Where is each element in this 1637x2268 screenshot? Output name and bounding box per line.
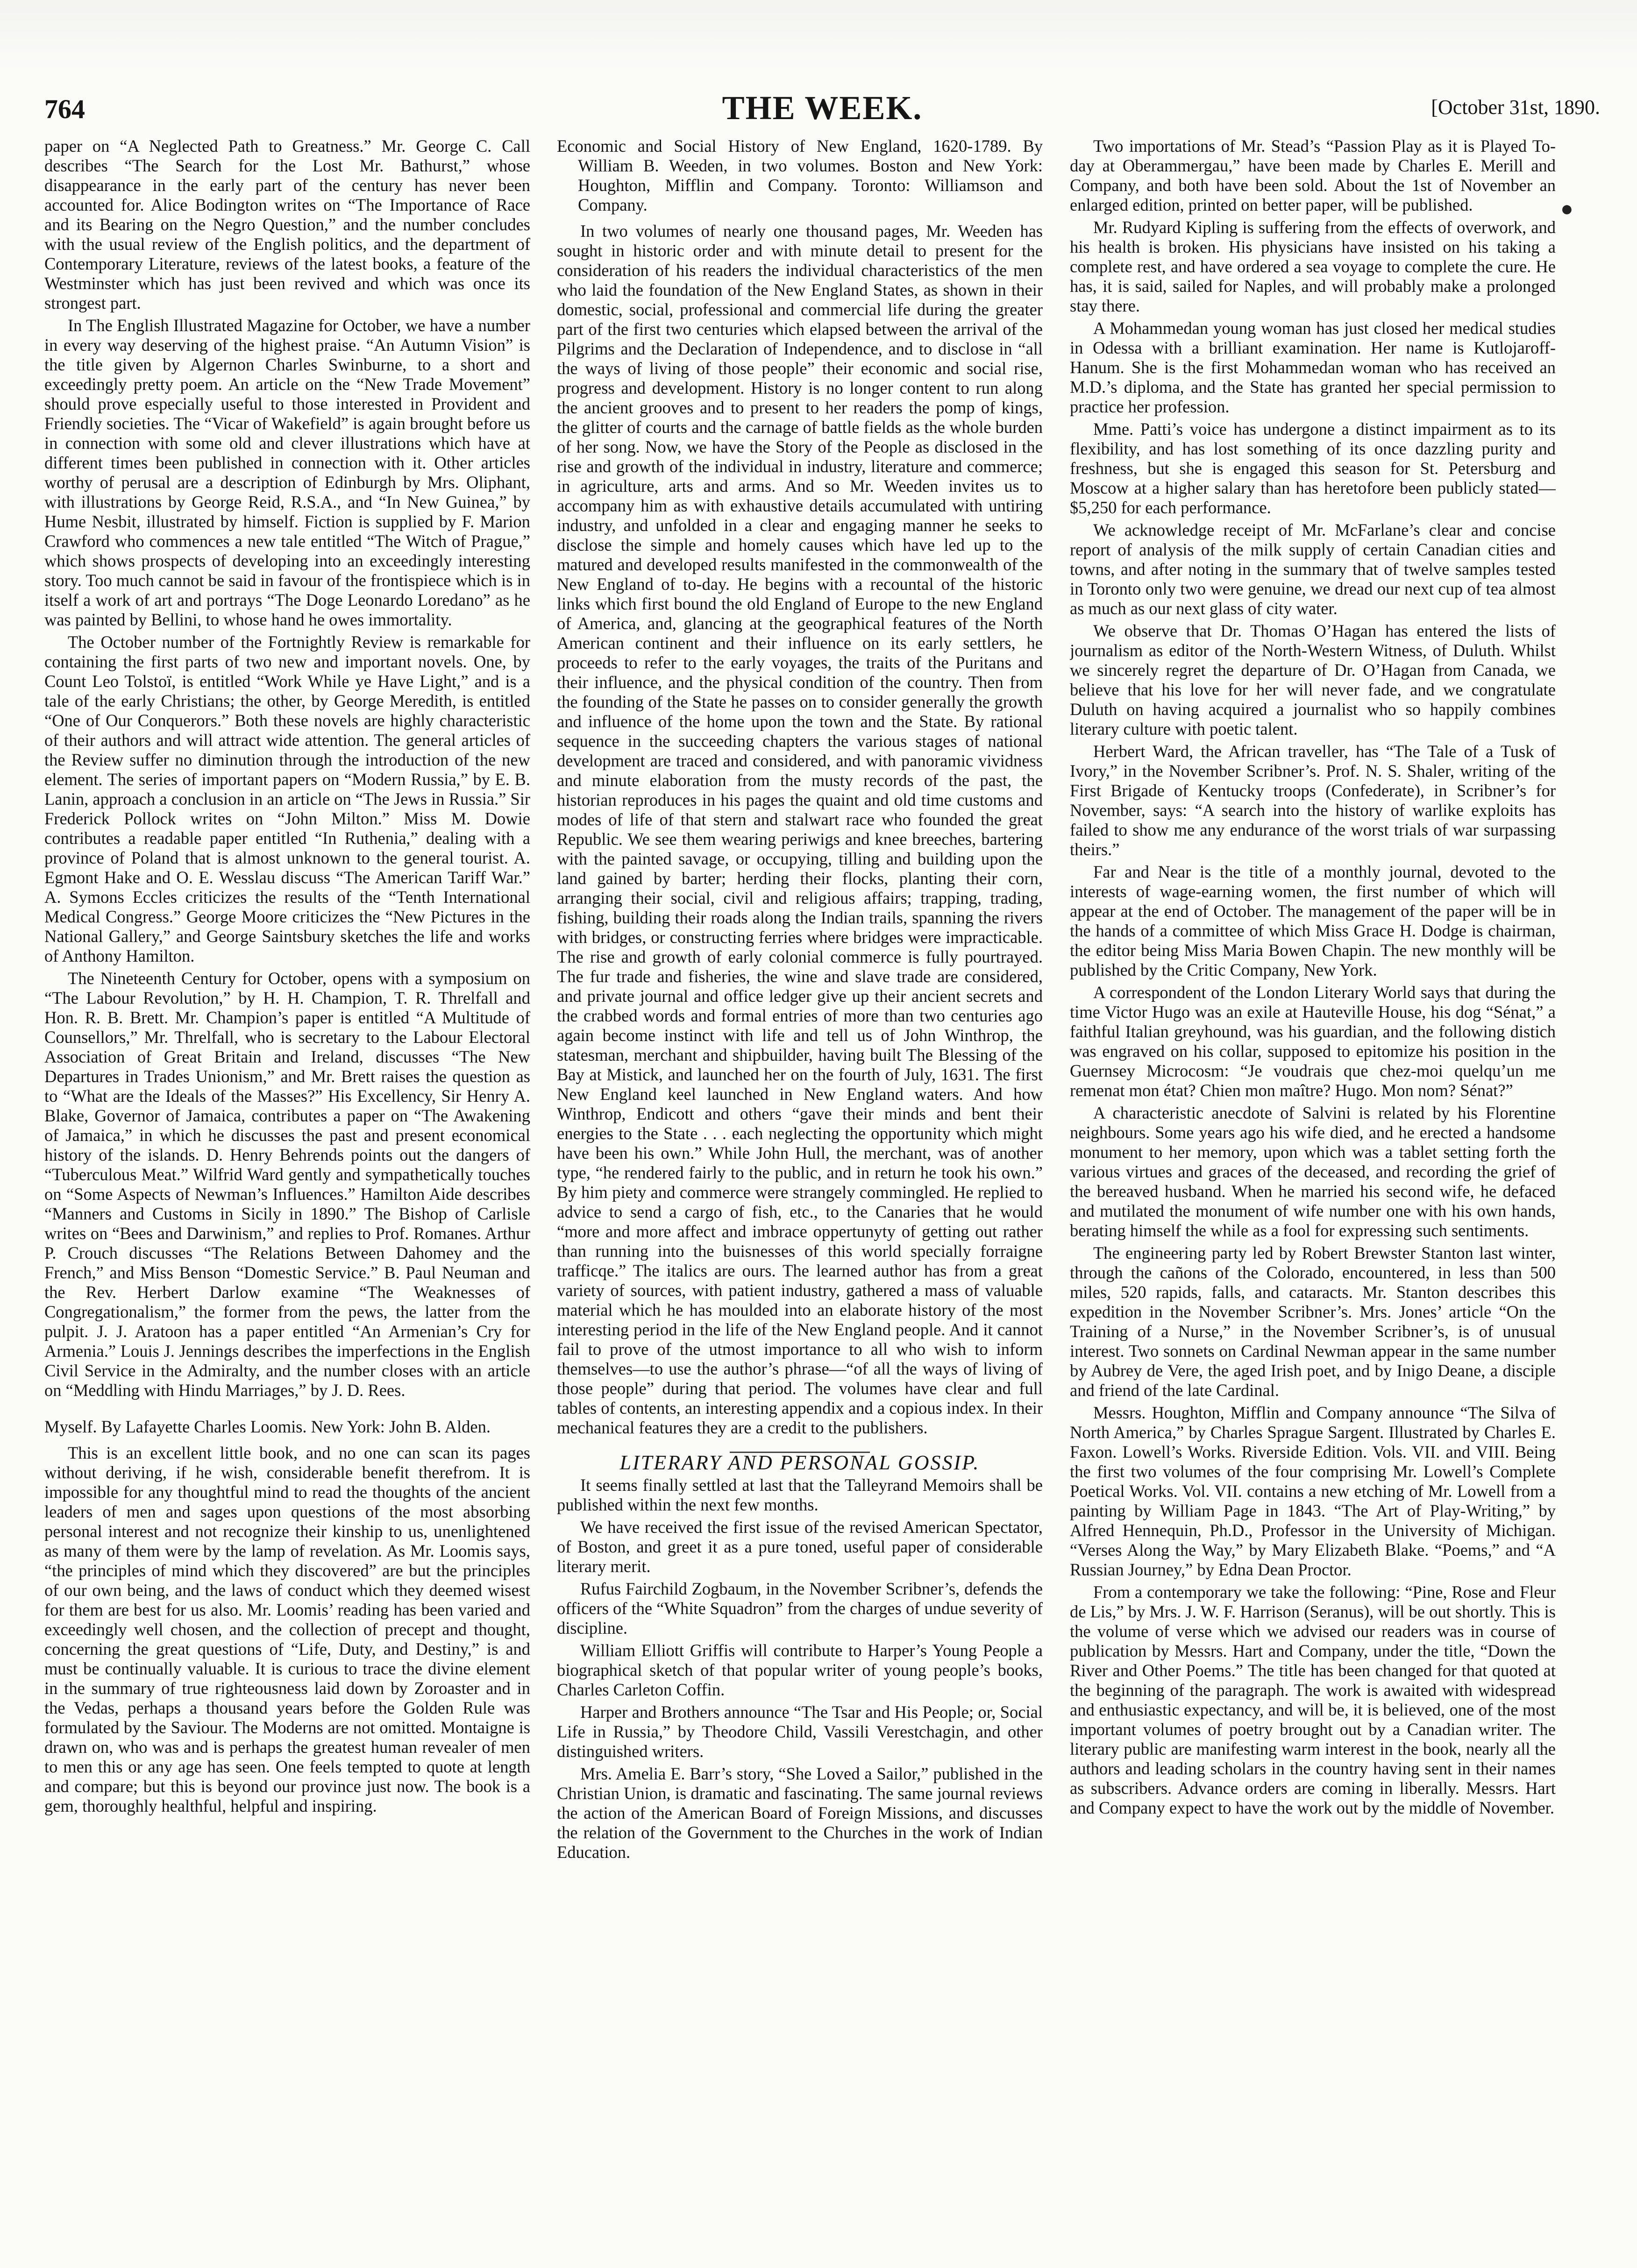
paragraph: It seems finally settled at last that the Talleyrand Memoirs shall be published within the next few months.	[557, 1475, 1043, 1514]
paragraph: A correspondent of the London Literary World says that during the time Victor Hugo was an exile at Hauteville House, his dog “Sénat,” a faithful Italian greyhound, was his guardian, and the following distich was engraved on his collar, supposed to epitomize his position in the Guernsey Microcosm: “Je voudrais que chez-moi quelqu’un me remenat mon état? Chien mon maître? Hugo. Mon nom? Sénat?”	[1070, 983, 1556, 1100]
paragraph: The Nineteenth Century for October, opens with a symposium on “The Labour Revolution,” by H. H. Champion, T. R. Threlfall and Hon. R. B. Brett. Mr. Champion’s paper is entitled “A Multitude of Counsellors,” Mr. Threlfall, who is secretary to the Labour Electoral Association of Great Britain and Ireland, discusses “The New Departures in Trades Unionism,” and Mr. Brett raises the question as to “What are the Ideals of the Masses?” His Excellency, Sir Henry A. Blake, Governor of Jamaica, contributes a paper on “The Awakening of Jamaica,” in which he discusses the past and present economical history of the islands. D. Henry Behrends points out the dangers of “Tuberculous Meat.” Wilfrid Ward gently and sympathetically touches on “Some Aspects of Newman’s Influences.” Hamilton Aide describes “Manners and Customs in Sicily in 1890.” The Bishop of Carlisle writes on “Bees and Darwinism,” and replies to Prof. Romanes. Arthur P. Crouch discusses “The Relations Between Dahomey and the French,” and Miss Benson “Domestic Service.” B. Paul Neuman and the Rev. Herbert Darlow examine “The Weaknesses of Congregationalism,” the former from the pews, the latter from the pulpit. J. J. Aratoon has a paper entitled “An Armenian’s Cry for Armenia.” Louis J. Jennings describes the imperfections in the English Civil Service in the Admiralty, and the number closes with an article on “Meddling with Hindu Marriages,” by J. D. Rees.	[44, 969, 530, 1400]
column-1	[44, 136, 530, 2229]
paragraph: Two importations of Mr. Stead’s “Passion Play as it is Played To-day at Oberammergau,” have been made by Charles E. Merill and Company, and both have been sold. About the 1st of November an enlarged edition, printed on better paper, will be published.	[1070, 136, 1556, 214]
paragraph: A Mohammedan young woman has just closed her medical studies in Odessa with a brilliant examination. Her name is Kutlojaroff-Hanum. She is the first Mohammedan woman who has received an M.D.’s diploma, and the State has granted her special permission to practice her profession.	[1070, 319, 1556, 416]
paragraph: Herbert Ward, the African traveller, has “The Tale of a Tusk of Ivory,” in the November Scribner’s. Prof. N. S. Shaler, writing of the First Brigade of Kentucky troops (Confederate), in Scribner’s for November, says: “A search into the history of warlike exploits has failed to show me any endurance of the worst trials of war surpassing theirs.”	[1070, 742, 1556, 859]
paragraph: We acknowledge receipt of Mr. McFarlane’s clear and concise report of analysis of the milk supply of certain Canadian cities and towns, and after noting in the summary that of twelve samples tested in Toronto only two were genuine, we dread our next cup of tea almost as much as our next glass of city water.	[1070, 520, 1556, 618]
paragraph: We observe that Dr. Thomas O’Hagan has entered the lists of journalism as editor of the North-Western Witness, of Duluth. Whilst we sincerely regret the departure of Dr. O’Hagan from Canada, we believe that his love for her will never fade, and we congratulate Duluth on having acquired a journalist who so happily combines literary culture with poetic talent.	[1070, 621, 1556, 738]
masthead-title: THE WEEK.	[722, 89, 923, 127]
paragraph: Mrs. Amelia E. Barr’s story, “She Loved a Sailor,” published in the Christian Union, is dramatic and fascinating. The same journal reviews the action of the American Board of Foreign Missions, and discusses the relation of the Government to the Churches in the work of Indian Education.	[557, 1764, 1043, 1862]
paragraph: Rufus Fairchild Zogbaum, in the November Scribner’s, defends the officers of the “White Squadron” from the charges of undue severity of discipline.	[557, 1579, 1043, 1637]
paragraph: In two volumes of nearly one thousand pages, Mr. Weeden has sought in historic order and with minute detail to present for the consideration of his readers the individual characteristics of the men who laid the foundation of the New England States, as shown in their domestic, social, professional and commercial life during the greater part of the first two centuries which elapsed between the arrival of the Pilgrims and the Declaration of Independence, and to disclose in “all the ways of living of those people” their economic and social rise, progress and development. History is no longer content to run along the ancient grooves and to present to her readers the pomp of kings, the glitter of courts and the carnage of battle fields as the whole burden of her song. Now, we have the Story of the People as disclosed in the rise and growth of the individual in industry, literature and commerce; in agriculture, arts and arms. And so Mr. Weeden invites us to accompany him as with exhaustive details accumulated with untiring industry, and unfolded in a clear and engaging manner he seeks to disclose the simple and homely causes which have led up to the matured and developed results manifested in the commonwealth of the New England of to-day. He begins with a recountal of the historic links which first bound the old England of Europe to the new England of America, and, glancing at the geographical features of the North American continent and their influence on its early settlers, he proceeds to refer to the early voyages, the traits of the Puritans and their influence, and the physical condition of the country. Then from the founding of the State he passes on to consider generally the growth and influence of the home upon the town and the State. By rational sequence in the succeeding chapters the various stages of national development are traced and considered, and with panoramic vividness and minute elaboration from the musty records of the past, the historian reproduces in his pages the quaint and old time customs and modes of life of that stern and stalwart race who founded the great Republic. We see them wearing periwigs and knee breeches, bartering with the painted savage, or occupying, tilling and building upon the land gained by barter; herding their flocks, planting their corn, arranging their social, civil and religious affairs; trapping, trading, fishing, building their roads along the Indian trails, spanning the rivers with bridges, or constructing ferries where bridges were impracticable. The rise and growth of early colonial commerce is fully pourtrayed. The fur trade and fisheries, the wine and slave trade are considered, and private journal and office ledger give up their ancient secrets and the crabbed words and formal entries of more than two centuries ago again become instinct with life and tell us of John Winthrop, the statesman, merchant and shipbuilder, having built The Blessing of the Bay at Mistick, and launched her on the fourth of July, 1631. The first New England keel launched in New England waters. And how Winthrop, Endicott and others “gave their minds and bent their energies to the State . . . each neglecting the opportunity which might have been his own.” While John Hull, the merchant, was of another type, “he rendered fairly to the public, and in return he took his own.” By him piety and commerce were strangely commingled. He replied to advice to send a cargo of fish, etc., to the Canaries that he would “more and more affect and imbrace oppertunyty of getting out rather than running into the buisnesses of this world specially forraigne trafficqe.” The italics are ours. The learned author has from a great variety of sources, with patient industry, gathered a mass of valuable material which he has moulded into an elaborate history of the most interesting period in the life of the New England people. And it cannot fail to prove of the utmost importance to all who wish to inform themselves—to use the author’s phrase—“of all the ways of living of those people” during that period. The volumes have clear and full tables of contents, an interesting appendix and a copious index. In their mechanical features they are a credit to the publishers.	[557, 221, 1043, 1437]
scan-edge	[0, 0, 1637, 70]
page-number: 764	[44, 94, 85, 124]
section-heading: LITERARY AND PERSONAL GOSSIP.	[619, 1451, 980, 1474]
ink-mark: ●	[1560, 197, 1573, 220]
paragraph: From a contemporary we take the following: “Pine, Rose and Fleur de Lis,” by Mrs. J. W. F. Harrison (Seranus), will be out shortly. This is the volume of verse which we advised our readers was in course of publication by Messrs. Hart and Company, under the title, “Down the River and Other Poems.” The title has been changed for that quoted at the beginning of the paragraph. The work is awaited with widespread and enthusiastic expectancy, and will be, it is believed, one of the most important volumes of poetry brought out by a Canadian writer. The literary public are manifesting warm interest in the book, nearly all the authors and leading scholars in the country having sent in their names as subscribers. Advance orders are coming in liberally. Messrs. Hart and Company expect to have the work out by the middle of November.	[1070, 1582, 1556, 1817]
page-header	[44, 89, 1600, 131]
column-2	[557, 136, 1043, 2229]
column-3	[1070, 136, 1556, 2229]
paragraph: Messrs. Houghton, Mifflin and Company announce “The Silva of North America,” by Charles Sprague Sargent. Illustrated by Charles E. Faxon. Lowell’s Works. Riverside Edition. Vols. VII. and VIII. Being the first two volumes of the four comprising Mr. Lowell’s Complete Poetical Works. Vol. VII. contains a new etching of Mr. Lowell from a painting by William Page in 1843. “The Art of Play-Writing,” by Alfred Hennequin, Ph.D., Professor in the University of Michigan. “Verses Along the Way,” by Mary Elizabeth Blake. “Poems,” and “A Russian Journey,” by Edna Dean Proctor.	[1070, 1403, 1556, 1579]
paragraph: In The English Illustrated Magazine for October, we have a number in every way deserving of the highest praise. “An Autumn Vision” is the title given by Algernon Charles Swinburne, to a short and exceedingly pretty poem. An article on the “New Trade Movement” should prove especially useful to those interested in Provident and Friendly societies. The “Vicar of Wakefield” is again brought before us in connection with some old and clever illustrations which have at different times been published in connection with it. Other articles worthy of perusal are a description of Edinburgh by Mrs. Oliphant, with illustrations by George Reid, R.S.A., and “In New Guinea,” by Hume Nesbit, illustrated by himself. Fiction is supplied by F. Marion Crawford who commences a new tale entitled “The Witch of Prague,” which shows prospects of developing into an exceedingly interesting story. Too much cannot be said in favour of the frontispiece which is in itself a work of art and portrays “The Doge Leonardo Loredano” as he was painted by Bellini, to whose hand he owes immortality.	[44, 316, 530, 629]
paragraph: This is an excellent little book, and no one can scan its pages without deriving, if he wish, considerable benefit therefrom. It is impossible for any thoughtful mind to read the thoughts of the ancient leaders of men and sages upon questions of the most absorbing personal interest and not recognize their kinship to us, unenlightened as many of them were by the lamp of revelation. As Mr. Loomis says, “the principles of mind which they discovered” are but the principles of our own being, and the laws of conduct which they deemed wisest for them are best for us also. Mr. Loomis’ reading has been varied and exceedingly well chosen, and the collection of precept and thought, concerning the great questions of “Life, Duty, and Destiny,” is and must be continually valuable. It is curious to trace the divine element in the summary of true righteousness laid down by Zoroaster and in the Vedas, perhaps a thousand years before the Golden Rule was formulated by the Saviour. The Moderns are not omitted. Montaigne is drawn on, who was and is perhaps the greatest human revealer of men to men this or any age has seen. One feels tempted to quote at length and compare; but this is beyond our province just now. The book is a gem, thoroughly healthful, helpful and inspiring.	[44, 1443, 530, 1815]
paragraph: Far and Near is the title of a monthly journal, devoted to the interests of wage-earning women, the first number of which will appear at the end of October. The management of the paper will be in the hands of a committee of which Miss Grace H. Dodge is chairman, the editor being Miss Maria Bowen Chapin. The new monthly will be published by the Critic Company, New York.	[1070, 862, 1556, 979]
paragraph: The October number of the Fortnightly Review is remarkable for containing the first parts of two new and important novels. One, by Count Leo Tolstoï, is entitled “Work While ye Have Light,” and is a tale of the early Christians; the other, by George Meredith, is entitled “One of Our Conquerors.” Both these novels are highly characteristic of their authors and will attract wide attention. The general articles of the Review suffer no diminution through the introduction of the new element. The series of important papers on “Modern Russia,” by E. B. Lanin, approach a conclusion in an article on “The Jews in Russia.” Sir Frederick Pollock writes on “John Milton.” Miss M. Dowie contributes a readable paper entitled “In Ruthenia,” dealing with a province of Poland that is almost unknown to the general tourist. A. Egmont Hake and O. E. Wesslau discuss “The American Tariff War.” A. Symons Eccles criticizes the results of the “Tenth International Medical Congress.” George Moore criticizes the “New Pictures in the National Gallery,” and George Saintsbury sketches the life and works of Anthony Hamilton.	[44, 632, 530, 965]
paragraph: Harper and Brothers announce “The Tsar and His People; or, Social Life in Russia,” by Theodore Child, Vassili Verestchagin, and other distinguished writers.	[557, 1702, 1043, 1761]
paragraph: William Elliott Griffis will contribute to Harper’s Young People a biographical sketch of that popular writer of young people’s books, Charles Carleton Coffin.	[557, 1641, 1043, 1699]
paragraph: Mr. Rudyard Kipling is suffering from the effects of overwork, and his health is broken. His physicians have insisted on his taking a complete rest, and have ordered a sea voyage to complete the cure. He has, it is said, sailed for Naples, and will probably make a prolonged stay there.	[1070, 218, 1556, 315]
paragraph: A characteristic anecdote of Salvini is related by his Florentine neighbours. Some years ago his wife died, and he erected a handsome monument to her memory, upon which was a tablet setting forth the various virtues and graces of the deceased, and recording the grief of the bereaved husband. When he married his second wife, he defaced and mutilated the monument of wife number one with his own hands, berating himself the while as a fool for expressing such sentiments.	[1070, 1103, 1556, 1240]
issue-date: [October 31st, 1890.	[1431, 96, 1600, 119]
paragraph: Mme. Patti’s voice has undergone a distinct impairment as to its flexibility, and has lost something of its once dazzling purity and freshness, but she is engaged this season for St. Petersburg and Moscow at a higher salary than has heretofore been publicly stated—$5,250 for each performance.	[1070, 419, 1556, 517]
book-heading: Economic and Social History of New England, 1620-1789. By William B. Weeden, in two volumes. Boston and New York: Houghton, Mifflin and Company. Toronto: Williamson and Company.	[557, 136, 1043, 214]
paragraph: paper on “A Neglected Path to Greatness.” Mr. George C. Call describes “The Search for the Lost Mr. Bathurst,” whose disappearance in the early part of the century has never been accounted for. Alice Bodington writes on “The Importance of Race and its Bearing on the Negro Question,” and the number concludes with the usual review of the English politics, and the department of Contemporary Literature, reviews of the latest books, a feature of the Westminster which has just been revived and which was once its strongest part.	[44, 136, 530, 312]
paragraph: The engineering party led by Robert Brewster Stanton last winter, through the cañons of the Colorado, encountered, in less than 500 miles, 520 rapids, falls, and cataracts. Mr. Stanton describes this expedition in the November Scribner’s. Mrs. Jones’ article “On the Training of a Nurse,” in the November Scribner’s, is of unusual interest. Two sonnets on Cardinal Newman appear in the same number by Aubrey de Vere, the aged Irish poet, and by Inigo Deane, a disciple and friend of the late Cardinal.	[1070, 1243, 1556, 1400]
paragraph: We have received the first issue of the revised American Spectator, of Boston, and greet it as a pure toned, useful paper of considerable literary merit.	[557, 1517, 1043, 1576]
book-heading: Myself. By Lafayette Charles Loomis. New York: John B. Alden.	[44, 1417, 491, 1436]
